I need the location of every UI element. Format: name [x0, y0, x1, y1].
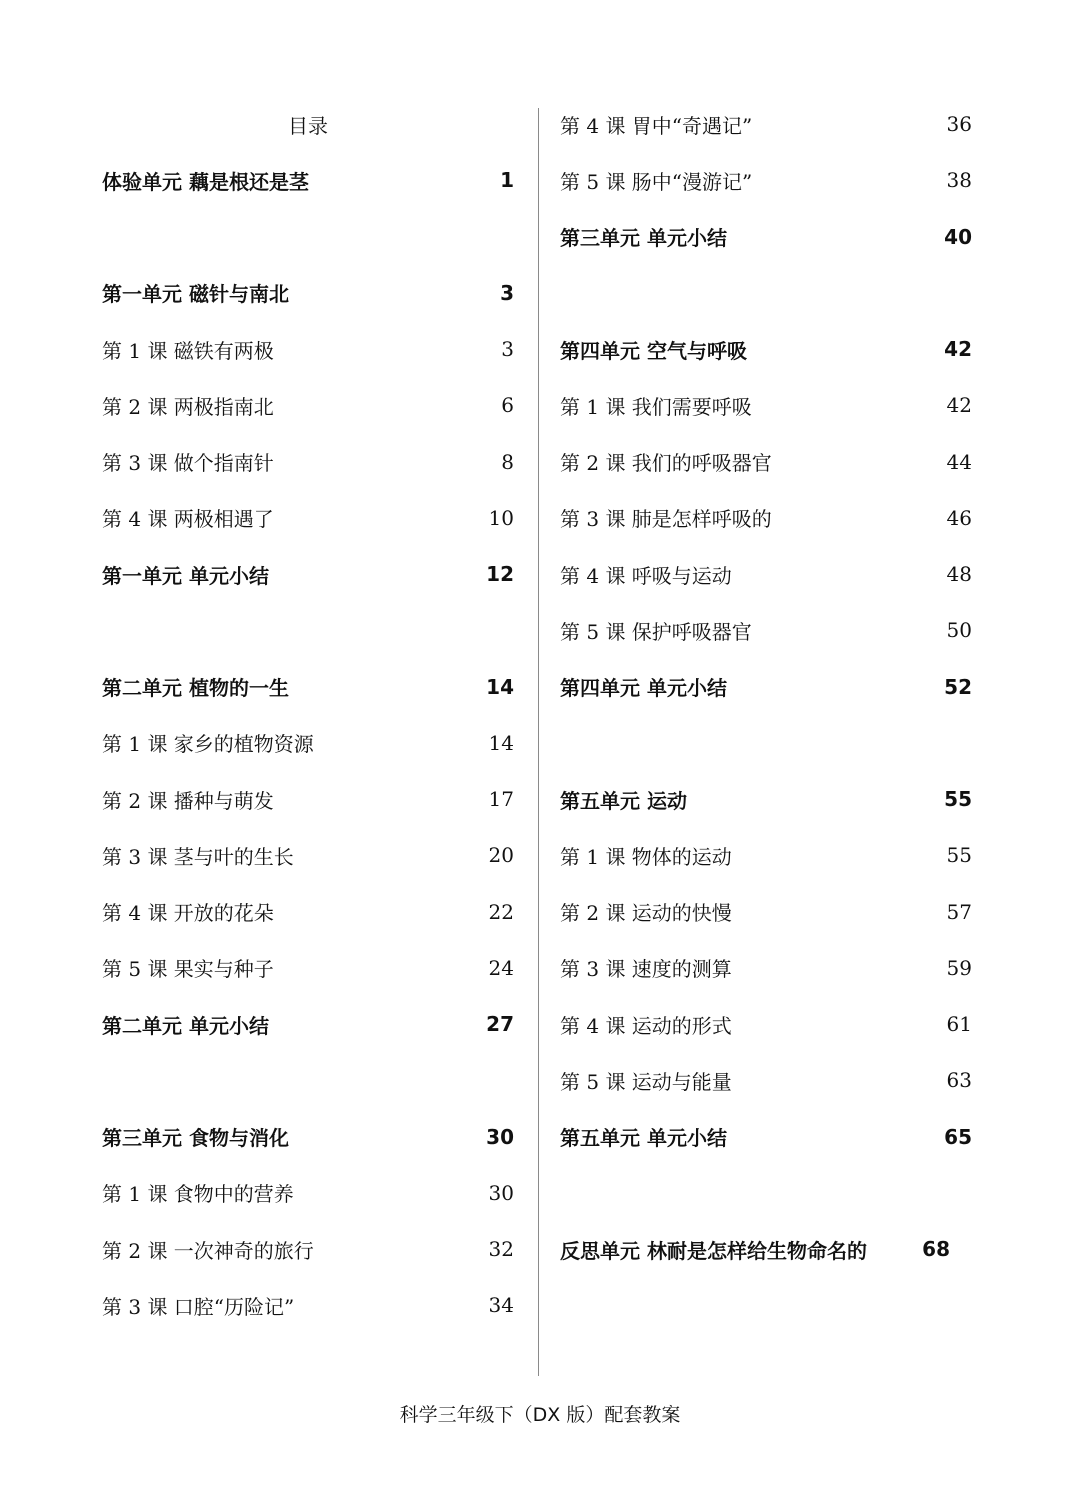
toc-unit-entry[interactable] — [102, 996, 514, 1052]
toc-page-number: 24 — [488, 955, 514, 980]
toc-entry-title: 第 4 课 开放的花朵 — [102, 901, 274, 926]
toc-entry-title: 第 2 课 我们的呼吸器官 — [560, 451, 772, 476]
toc-entry-title: 第 1 课 物体的运动 — [560, 844, 732, 869]
toc-entry-title: 第 4 课 呼吸与运动 — [560, 563, 732, 588]
toc-page-number: 22 — [488, 899, 514, 924]
toc-spacer — [102, 209, 514, 265]
toc-lesson-entry[interactable] — [560, 434, 972, 490]
toc-entry-title: 第 4 课 运动的形式 — [560, 1013, 732, 1038]
toc-spacer — [102, 1052, 514, 1108]
toc-entry-title: 第 2 课 播种与萌发 — [102, 788, 274, 813]
toc-page-number: 12 — [486, 562, 514, 587]
toc-entry-title: 反思单元 林耐是怎样给生物命名的 — [560, 1238, 867, 1263]
toc-entry-title: 第 2 课 运动的快慢 — [560, 901, 732, 926]
toc-page-number: 44 — [946, 449, 972, 474]
toc-entry-title: 第 1 课 我们需要呼吸 — [560, 394, 752, 419]
toc-page-number: 42 — [944, 337, 972, 362]
toc-entry-title: 体验单元 藕是根还是茎 — [102, 169, 309, 194]
toc-lesson-entry[interactable] — [560, 152, 972, 208]
toc-entry-title: 第 3 课 速度的测算 — [560, 957, 732, 982]
toc-entry-title: 第二单元 植物的一生 — [102, 676, 289, 701]
toc-entry-title: 第四单元 空气与呼吸 — [560, 338, 747, 363]
toc-unit-entry[interactable] — [560, 771, 972, 827]
toc-entry-title: 第四单元 单元小结 — [560, 676, 727, 701]
toc-lesson-entry[interactable] — [560, 940, 972, 996]
toc-lesson-entry[interactable] — [102, 715, 514, 771]
toc-lesson-entry[interactable] — [102, 434, 514, 490]
column-divider — [538, 108, 539, 1376]
toc-entry-title: 第三单元 食物与消化 — [102, 1126, 289, 1151]
toc-page-number: 59 — [946, 955, 972, 980]
toc-entry-title: 第五单元 运动 — [560, 788, 687, 813]
toc-lesson-entry[interactable] — [560, 602, 972, 658]
toc-lesson-entry[interactable] — [102, 1221, 514, 1277]
toc-entry-title: 第一单元 磁针与南北 — [102, 282, 289, 307]
toc-page-number: 34 — [488, 1293, 514, 1318]
toc-lesson-entry[interactable] — [102, 1165, 514, 1221]
toc-unit-entry[interactable] — [102, 1109, 514, 1165]
toc-entry-title: 第一单元 单元小结 — [102, 563, 269, 588]
toc-page-number: 57 — [946, 899, 972, 924]
toc-lesson-entry[interactable] — [560, 96, 972, 152]
toc-page-number: 68 — [922, 1237, 950, 1262]
toc-unit-entry[interactable] — [102, 546, 514, 602]
toc-unit-entry[interactable] — [102, 152, 514, 208]
toc-entry-title: 第 2 课 两极指南北 — [102, 394, 274, 419]
toc-lesson-entry[interactable] — [560, 996, 972, 1052]
toc-lesson-entry[interactable] — [102, 321, 514, 377]
toc-lesson-entry[interactable] — [560, 490, 972, 546]
toc-page-number: 30 — [488, 1180, 514, 1205]
toc-lesson-entry[interactable] — [560, 884, 972, 940]
toc-page-number: 55 — [944, 787, 972, 812]
toc-title — [102, 96, 514, 152]
toc-left-column — [102, 96, 514, 1334]
toc-entry-title: 第 3 课 做个指南针 — [102, 451, 274, 476]
toc-lesson-entry[interactable] — [102, 377, 514, 433]
toc-lesson-entry[interactable] — [102, 1277, 514, 1333]
toc-page-number: 61 — [946, 1012, 972, 1037]
toc-page-number: 40 — [944, 224, 972, 249]
toc-entry-title: 第 1 课 家乡的植物资源 — [102, 732, 314, 757]
toc-unit-entry[interactable] — [102, 659, 514, 715]
toc-entry-title: 第 5 课 肠中“漫游记” — [560, 169, 753, 194]
toc-page-number: 65 — [944, 1124, 972, 1149]
toc-page-number: 27 — [486, 1012, 514, 1037]
toc-page-number: 63 — [946, 1068, 972, 1093]
toc-unit-entry[interactable] — [560, 209, 972, 265]
toc-entry-title: 第三单元 单元小结 — [560, 226, 727, 251]
toc-unit-entry[interactable] — [560, 321, 972, 377]
toc-lesson-entry[interactable] — [560, 827, 972, 883]
toc-lesson-entry[interactable] — [560, 546, 972, 602]
toc-lesson-entry[interactable] — [102, 884, 514, 940]
toc-entry-title: 第五单元 单元小结 — [560, 1126, 727, 1151]
toc-entry-title: 第 3 课 口腔“历险记” — [102, 1294, 295, 1319]
toc-page-number: 38 — [946, 168, 972, 193]
toc-entry-title: 第 4 课 两极相遇了 — [102, 507, 274, 532]
toc-entry-title: 第 3 课 茎与叶的生长 — [102, 844, 294, 869]
toc-page-number: 3 — [501, 337, 514, 362]
toc-page-number: 14 — [488, 730, 514, 755]
toc-lesson-entry[interactable] — [102, 940, 514, 996]
toc-spacer — [560, 265, 972, 321]
toc-right-column — [560, 96, 972, 1277]
toc-entry-title: 第 4 课 胃中“奇遇记” — [560, 113, 753, 138]
toc-page-number: 42 — [946, 393, 972, 418]
toc-page-number: 10 — [488, 505, 514, 530]
toc-entry-title: 第 5 课 保护呼吸器官 — [560, 619, 752, 644]
page-footer: 科学三年级下（DX 版）配套教案 — [399, 1404, 681, 1426]
toc-page-number: 3 — [500, 280, 514, 305]
toc-page-number: 46 — [946, 505, 972, 530]
toc-lesson-entry[interactable] — [102, 827, 514, 883]
toc-entry-title: 第 3 课 肺是怎样呼吸的 — [560, 507, 772, 532]
toc-lesson-entry[interactable] — [102, 771, 514, 827]
toc-entry-title: 第二单元 单元小结 — [102, 1013, 269, 1038]
toc-page-number: 32 — [488, 1237, 514, 1262]
toc-page-number: 20 — [488, 843, 514, 868]
toc-lesson-entry[interactable] — [560, 377, 972, 433]
toc-unit-entry[interactable] — [102, 265, 514, 321]
toc-page-number: 50 — [946, 618, 972, 643]
toc-entry-title: 第 5 课 运动与能量 — [560, 1069, 732, 1094]
toc-lesson-entry[interactable] — [560, 1052, 972, 1108]
toc-page-number: 17 — [488, 787, 514, 812]
toc-entry-title: 第 1 课 磁铁有两极 — [102, 338, 274, 363]
toc-page-number: 52 — [944, 674, 972, 699]
toc-spacer — [560, 1165, 972, 1221]
toc-page-number: 8 — [501, 449, 514, 474]
toc-unit-entry[interactable] — [560, 659, 972, 715]
toc-unit-entry[interactable] — [560, 1109, 972, 1165]
toc-entry-title: 第 1 课 食物中的营养 — [102, 1182, 294, 1207]
toc-unit-entry[interactable] — [560, 1221, 972, 1277]
toc-page-number: 30 — [486, 1124, 514, 1149]
toc-page-number: 48 — [946, 562, 972, 587]
toc-page-number: 6 — [501, 393, 514, 418]
toc-page-number: 36 — [946, 112, 972, 137]
toc-spacer — [102, 602, 514, 658]
toc-entry-title: 第 2 课 一次神奇的旅行 — [102, 1238, 314, 1263]
toc-entry-title: 第 5 课 果实与种子 — [102, 957, 274, 982]
toc-page-number: 1 — [500, 168, 514, 193]
toc-lesson-entry[interactable] — [102, 490, 514, 546]
toc-page-number: 14 — [486, 674, 514, 699]
toc-page-number: 55 — [946, 843, 972, 868]
toc-title-text: 目录 — [288, 113, 328, 138]
toc-spacer — [560, 715, 972, 771]
